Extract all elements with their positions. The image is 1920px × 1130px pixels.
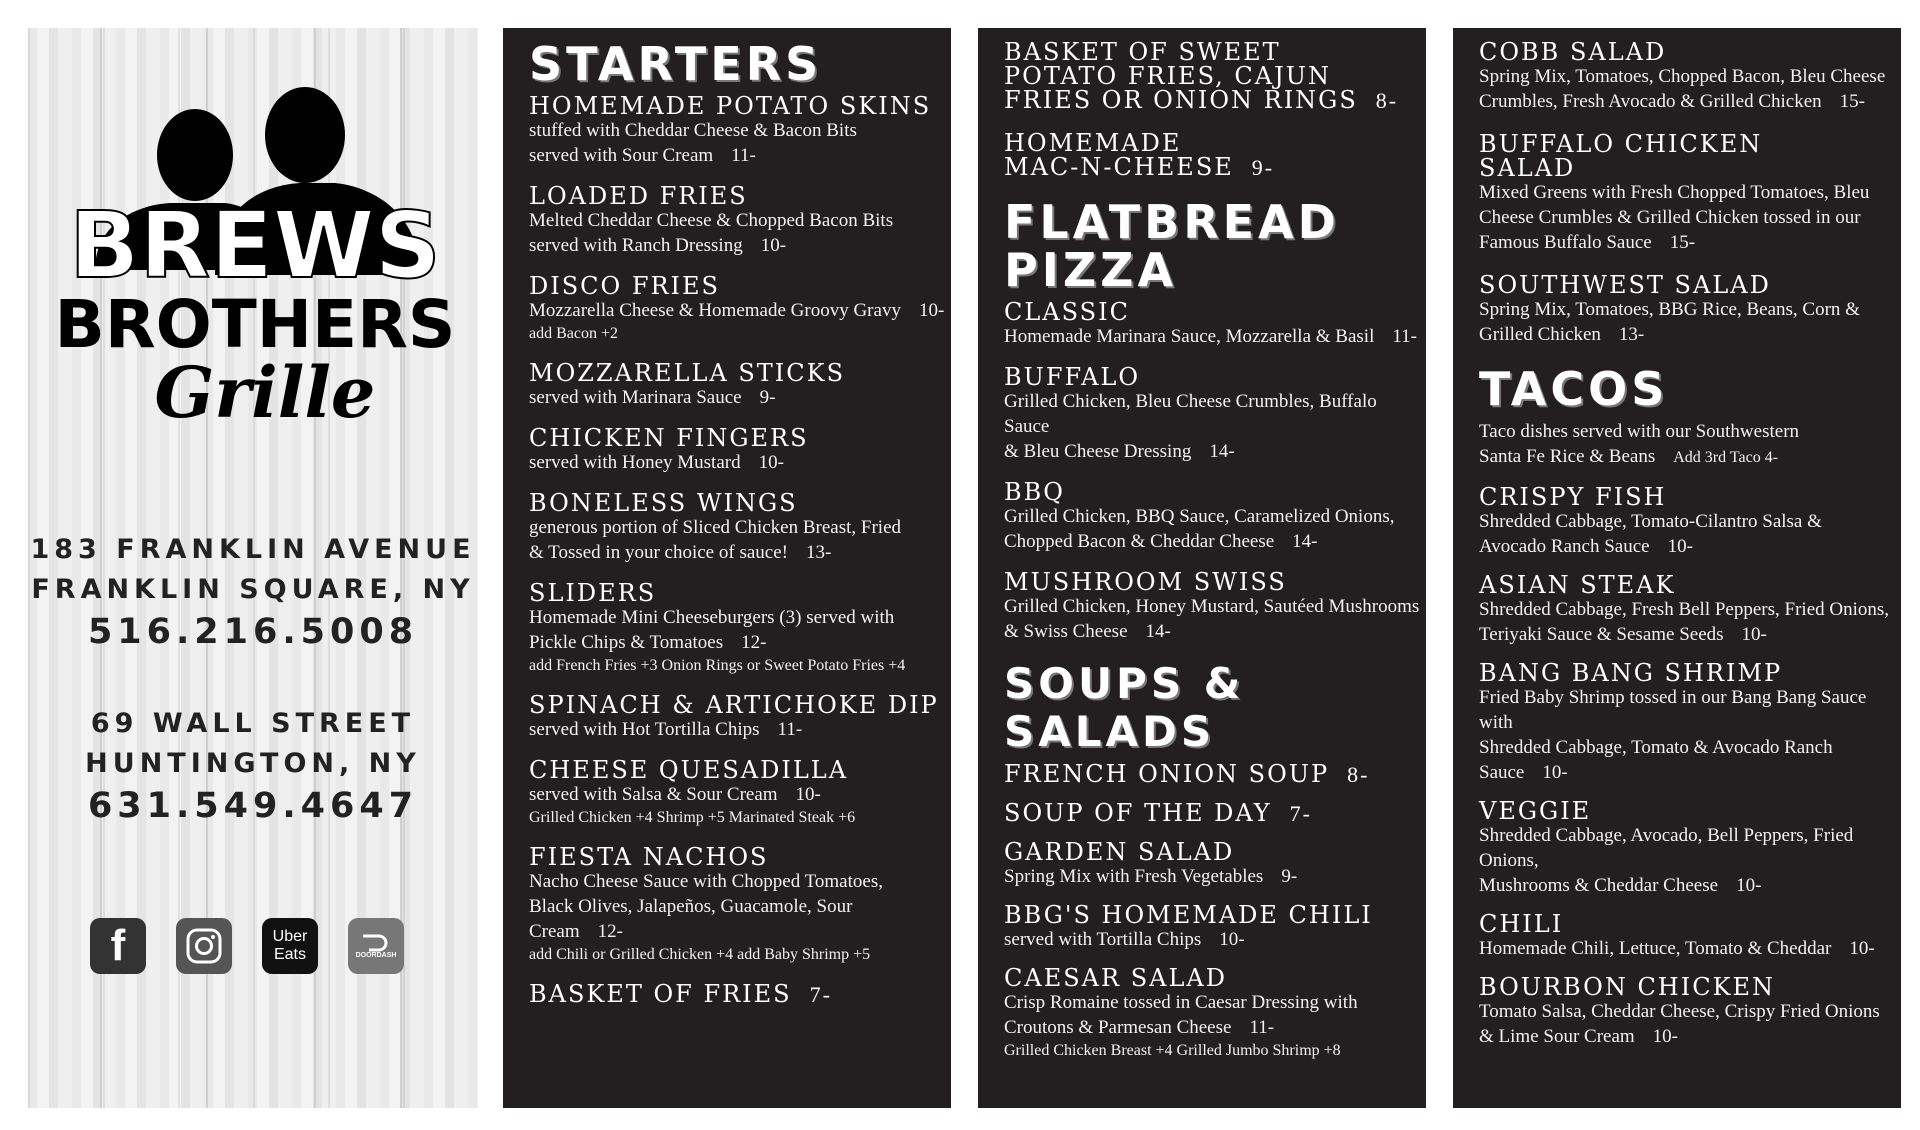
menu-item-price: 10-: [1849, 938, 1875, 959]
menu-item-addons: add French Fries +3 Onion Rings or Sweet Potato Fries +4: [529, 657, 906, 674]
menu-item-name: BASKET OF FRIES 7-: [529, 980, 832, 1008]
menu-item-description: Grilled Chicken, BBQ Sauce, Caramelized Onions, Chopped Bacon & Cheddar Cheese 14-: [1004, 506, 1395, 552]
menu-item-name: BOURBON CHICKEN: [1479, 973, 1776, 1001]
starters-panel: [503, 28, 951, 1108]
brand-name-line3: Grille: [154, 351, 376, 434]
menu-item: [529, 982, 951, 1007]
menu-item-name: BANG BANG SHRIMP: [1479, 659, 1783, 687]
menu-item-name: HOMEMADE POTATO SKINS: [529, 92, 932, 120]
menu-item-description: generous portion of Sliced Chicken Breast, Fried & Tossed in your choice of sauce! 13-: [529, 517, 902, 563]
menu-item-price: 10-: [760, 235, 787, 256]
menu-item-name: DISCO FRIES: [529, 272, 720, 300]
menu-item-name: BUFFALO: [1004, 363, 1141, 391]
menu-item-description: Spring Mix, Tomatoes, Chopped Bacon, Bleu Cheese Crumbles, Fresh Avocado & Grilled Chicken 15-: [1479, 66, 1886, 112]
menu-item-description: Homemade Mini Cheeseburgers (3) served with Pickle Chips & Tomatoes 12-: [529, 607, 895, 653]
menu-item-description: served with Salsa & Sour Cream 10-: [529, 784, 821, 805]
menu-item: [1479, 132, 1901, 255]
menu-item-description: Melted Cheddar Cheese & Chopped Bacon Bits served with Ranch Dressing 10-: [529, 210, 894, 256]
menu-item-name: MOZZARELLA STICKS: [529, 359, 846, 387]
menu-item-price: 11-: [777, 719, 803, 740]
menu-item-price: 7-: [1289, 801, 1312, 826]
menu-item-price: 13-: [805, 542, 832, 563]
menu-item-name: SLIDERS: [529, 579, 657, 607]
menu-item-price: 13-: [1618, 324, 1645, 345]
menu-item: [529, 274, 951, 345]
sides-list: [1004, 40, 1426, 180]
brand-name-line1: BREWS: [69, 192, 441, 299]
menu-item-description: Tomato Salsa, Cheddar Cheese, Crispy Fried Onions & Lime Sour Cream 10-: [1479, 1001, 1880, 1047]
menu-item-description: Fried Baby Shrimp tossed in our Bang Bang Sauce with Shredded Cabbage, Tomato & Avocado Ranch Sauce 10-: [1479, 687, 1867, 783]
menu-item-name: CHEESE QUESADILLA: [529, 756, 849, 784]
menu-item-price: 10-: [1736, 875, 1762, 896]
menu-item: [1004, 570, 1426, 644]
menu-item-name: SOUTHWEST SALAD: [1479, 271, 1771, 299]
menu-item-price: 14-: [1292, 531, 1318, 552]
instagram-icon[interactable]: [176, 918, 232, 974]
salads-tacos-panel: [1453, 28, 1901, 1108]
menu-item: [1479, 485, 1901, 559]
menu-item-name: HOMEMADE MAC-N-CHEESE 9-: [1004, 129, 1275, 181]
menu-item-description: Spring Mix with Fresh Vegetables 9-: [1004, 866, 1298, 887]
menu-item-name: FIESTA NACHOS: [529, 843, 769, 871]
brothers-silhouette-icon: [54, 95, 456, 475]
ubereats-icon[interactable]: Uber Eats: [262, 918, 318, 974]
menu-item: [529, 693, 951, 742]
menu-item-price: 15-: [1669, 232, 1696, 253]
menu-item-price: 10-: [1667, 536, 1693, 557]
facebook-icon[interactable]: f: [90, 918, 146, 974]
flatbread-soups-panel: [978, 28, 1426, 1108]
menu-item-name: BASKET OF SWEET POTATO FRIES, CAJUN FRIES OR ONION RINGS 8-: [1004, 38, 1399, 114]
menu-item-price: 8-: [1375, 88, 1399, 113]
social-links: [90, 918, 404, 974]
menu-item-name: ASIAN STEAK: [1479, 571, 1676, 599]
tacos-title: TACOS: [1479, 362, 1669, 416]
location-2-city: HUNTINGTON, NY: [85, 748, 421, 779]
menu-item-description: Homemade Chili, Lettuce, Tomato & Cheddar 10-: [1479, 938, 1875, 959]
menu-item: [1479, 573, 1901, 647]
menu-item-name: BBG'S HOMEMADE CHILI: [1004, 901, 1373, 929]
menu-item-description: Homemade Marinara Sauce, Mozzarella & Basil 11-: [1004, 326, 1417, 347]
location-1-city: FRANKLIN SQUARE, NY: [31, 574, 475, 605]
menu-item: [1479, 799, 1901, 898]
menu-item: [1479, 912, 1901, 961]
menu-item-price: 10-: [758, 452, 784, 473]
location-2: [28, 704, 478, 828]
menu-item-price: 8-: [1347, 762, 1370, 787]
menu-item-price: 11-: [731, 145, 756, 166]
menu-item: [1004, 903, 1426, 952]
flatbread-list: [1004, 300, 1426, 644]
menu-item-name: BBQ: [1004, 478, 1065, 506]
menu-item-name: CRISPY FISH: [1479, 483, 1667, 511]
menu-item-price: 9-: [1281, 866, 1298, 887]
menu-item: [1479, 975, 1901, 1049]
menu-item: [1479, 273, 1901, 347]
menu-item-price: 10-: [1219, 929, 1245, 950]
menu-item: [1004, 365, 1426, 464]
menu-item: [529, 361, 951, 410]
menu-item-price: 10-: [1741, 624, 1767, 645]
location-1: [28, 530, 478, 654]
menu-item: [529, 184, 951, 258]
menu-item-description: stuffed with Cheddar Cheese & Bacon Bits served with Sour Cream 11-: [529, 120, 857, 166]
menu-item: [1479, 661, 1901, 785]
menu-item-name: SOUP OF THE DAY 7-: [1004, 799, 1312, 827]
menu-item: [529, 845, 951, 966]
tacos-list: [1479, 485, 1901, 1049]
menu-item: [529, 94, 951, 168]
menu-item-price: 12-: [741, 632, 767, 653]
menu-item: [1004, 840, 1426, 889]
menu-item-description: served with Hot Tortilla Chips 11-: [529, 719, 803, 740]
menu-item: [529, 491, 951, 565]
tacos-intro: Taco dishes served with our Southwestern Santa Fe Rice & Beans Add 3rd Taco 4-: [1479, 421, 1800, 467]
menu-item-description: Spring Mix, Tomatoes, BBG Rice, Beans, Corn & Grilled Chicken 13-: [1479, 299, 1860, 345]
menu-item: [1004, 801, 1426, 826]
menu-item-addons: Grilled Chicken +4 Shrimp +5 Marinated Steak +6: [529, 809, 856, 826]
menu-item-addons: Grilled Chicken Breast +4 Grilled Jumbo Shrimp +8: [1004, 1042, 1341, 1059]
menu-item: [1004, 762, 1426, 787]
menu-item-price: 14-: [1209, 441, 1235, 462]
menu-item-price: 14-: [1145, 621, 1171, 642]
menu-item-description: Nacho Cheese Sauce with Chopped Tomatoes, Black Olives, Jalapeños, Guacamole, Sour Cream 12-: [529, 871, 883, 942]
starters-title: STARTERS: [529, 37, 823, 91]
menu-item-price: 10-: [918, 300, 945, 321]
menu-item-description: Shredded Cabbage, Avocado, Bell Peppers, Fried Onions, Mushrooms & Cheddar Cheese 10-: [1479, 825, 1854, 896]
menu-item-price: 10-: [795, 784, 821, 805]
menu-item-description: served with Tortilla Chips 10-: [1004, 929, 1245, 950]
menu-item-name: LOADED FRIES: [529, 182, 748, 210]
salads-list: [1479, 40, 1901, 347]
menu-item-name: SPINACH & ARTICHOKE DIP: [529, 691, 939, 719]
menu-item-price: 12-: [597, 921, 623, 942]
menu-item-name: COBB SALAD: [1479, 38, 1667, 66]
menu-item: [1004, 480, 1426, 554]
menu-item-price: 15-: [1839, 91, 1865, 112]
menu-item-name: BONELESS WINGS: [529, 489, 798, 517]
menu-item-addons: add Bacon +2: [529, 325, 618, 342]
menu-item: [529, 581, 951, 677]
menu-item-name: FRENCH ONION SOUP 8-: [1004, 760, 1370, 788]
menu-item: [1479, 40, 1901, 114]
menu-item-price: 11-: [1249, 1017, 1275, 1038]
menu-item: [1004, 131, 1426, 180]
menu-item-description: Shredded Cabbage, Tomato-Cilantro Salsa & Avocado Ranch Sauce 10-: [1479, 511, 1822, 557]
menu-item-name: MUSHROOM SWISS: [1004, 568, 1287, 596]
menu-item-description: Shredded Cabbage, Fresh Bell Peppers, Fried Onions, Teriyaki Sauce & Sesame Seeds 10-: [1479, 599, 1890, 645]
menu-item-description: served with Marinara Sauce 9-: [529, 387, 776, 408]
soups-title: SOUPS & SALADS: [1004, 659, 1245, 756]
menu-item-description: Mozzarella Cheese & Homemade Groovy Gravy 10-: [529, 300, 945, 321]
menu-item-price: 10-: [1652, 1026, 1678, 1047]
menu-item-description: Crisp Romaine tossed in Caesar Dressing with Croutons & Parmesan Cheese 11-: [1004, 992, 1358, 1038]
menu-item-description: Mixed Greens with Fresh Chopped Tomatoes, Bleu Cheese Crumbles & Grilled Chicken tossed in our Famous Buffalo Sauce 15-: [1479, 182, 1870, 253]
brand-logo: [54, 95, 456, 475]
location-2-phone[interactable]: 631.549.4647: [87, 786, 419, 826]
soups-list: [1004, 762, 1426, 1062]
location-1-street: 183 FRANKLIN AVENUE: [30, 534, 476, 565]
menu-item-addons: add Chili or Grilled Chicken +4 add Baby Shrimp +5: [529, 946, 871, 963]
menu-item-name: CLASSIC: [1004, 298, 1130, 326]
menu-item-name: CHILI: [1479, 910, 1564, 938]
menu-item-description: Grilled Chicken, Bleu Cheese Crumbles, Buffalo Sauce & Bleu Cheese Dressing 14-: [1004, 391, 1377, 462]
menu-item-price: 7-: [809, 982, 832, 1007]
menu-item-price: 11-: [1392, 326, 1417, 347]
menu-item-price: 10-: [1542, 762, 1568, 783]
brand-name-line2: BROTHERS: [54, 286, 456, 363]
starters-list: [529, 94, 951, 1007]
flatbread-title: FLATBREAD PIZZA: [1004, 195, 1340, 297]
menu-item-name: BUFFALO CHICKEN SALAD: [1479, 130, 1763, 182]
menu-item-price: 9-: [759, 387, 776, 408]
menu-item: [1004, 40, 1426, 113]
menu-item: [529, 426, 951, 475]
menu-item-price: 9-: [1251, 155, 1275, 180]
menu-item: [1004, 300, 1426, 349]
menu-item-name: CHICKEN FINGERS: [529, 424, 809, 452]
menu-item: [1004, 966, 1426, 1062]
location-2-street: 69 WALL STREET: [90, 708, 416, 739]
menu-item-description: Grilled Chicken, Honey Mustard, Sautéed Mushrooms & Swiss Cheese 14-: [1004, 596, 1420, 642]
menu-item-name: CAESAR SALAD: [1004, 964, 1227, 992]
menu-item: [529, 758, 951, 829]
menu-item-description: served with Honey Mustard 10-: [529, 452, 784, 473]
doordash-icon[interactable]: DOORDASH: [348, 918, 404, 974]
menu-item-name: VEGGIE: [1479, 797, 1592, 825]
location-1-phone[interactable]: 516.216.5008: [87, 612, 419, 652]
menu-item-name: GARDEN SALAD: [1004, 838, 1235, 866]
